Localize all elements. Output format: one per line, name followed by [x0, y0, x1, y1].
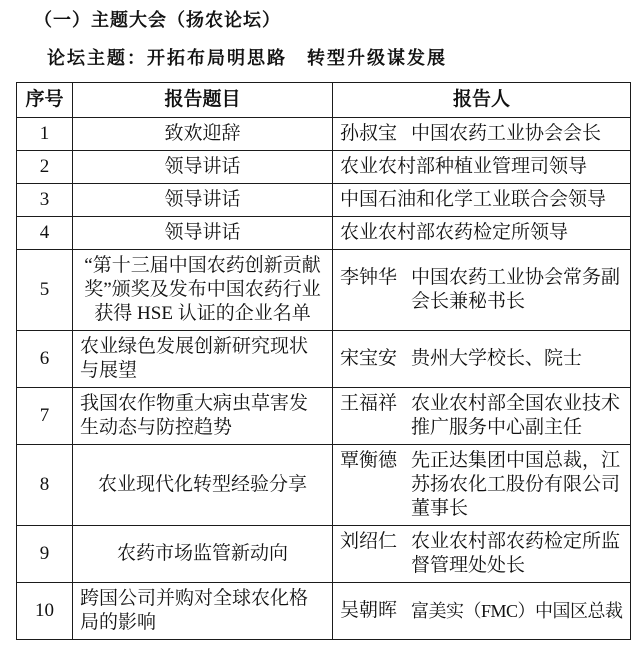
table-row [17, 388, 631, 445]
reporter-name: 吴朝晖 [340, 600, 398, 621]
reporter-affiliation: 农业农村部农药检定所监督管理处处长 [411, 531, 621, 576]
row-number-cell: 10 [17, 583, 73, 640]
table-header-row [17, 83, 631, 118]
row-number-cell: 7 [17, 388, 73, 445]
row-number-cell: 2 [17, 151, 73, 184]
reporter-cell [333, 118, 631, 151]
report-title-cell: 农业绿色发展创新研究现状与展望 [73, 331, 333, 388]
row-number-cell: 1 [17, 118, 73, 151]
report-title-cell: 领导讲话 [73, 184, 333, 217]
report-title-cell: 农业现代化转型经验分享 [73, 445, 333, 526]
reporter-name: 王福祥 [340, 393, 398, 414]
reporter-affiliation: 富美实（FMC）中国区总裁 [411, 601, 623, 621]
header-reporter: 报告人 [333, 83, 631, 118]
table-row [17, 118, 631, 151]
reporter-affiliation: 贵州大学校长、院士 [411, 348, 583, 369]
reporter-name: 李钟华 [340, 267, 398, 288]
reporter-name: 宋宝安 [340, 348, 398, 369]
report-title-cell: 农药市场监管新动向 [73, 526, 333, 583]
reporter-cell [333, 250, 631, 331]
reporter-name: 孙叔宝 [340, 123, 398, 144]
reporter-affiliation: 中国农药工业协会会长 [411, 123, 602, 144]
row-number-cell: 8 [17, 445, 73, 526]
reporter-cell [333, 331, 631, 388]
reporter-name: 刘绍仁 [340, 531, 398, 552]
reporter-cell [333, 445, 631, 526]
report-title-cell: 致欢迎辞 [73, 118, 333, 151]
reporter-cell [333, 388, 631, 445]
reporter-affiliation: 先正达集团中国总裁，江苏扬农化工股份有限公司董事长 [411, 450, 621, 519]
row-number-cell: 4 [17, 217, 73, 250]
report-title-cell: 领导讲话 [73, 217, 333, 250]
table-row [17, 445, 631, 526]
reporter-cell [333, 217, 631, 250]
forum-theme-subtitle: 论坛主题：开拓布局明思路 转型升级谋发展 [47, 48, 447, 68]
reporter-name: 覃衡德 [340, 450, 398, 471]
reporter-cell [333, 583, 631, 640]
table-row [17, 250, 631, 331]
table-row [17, 151, 631, 184]
row-number-cell: 5 [17, 250, 73, 331]
report-title-cell: “第十三届中国农药创新贡献奖”颁奖及发布中国农药行业获得 HSE 认证的企业名单 [73, 250, 333, 331]
table-row [17, 526, 631, 583]
header-serial-number: 序号 [17, 83, 73, 118]
header-report-title: 报告题目 [73, 83, 333, 118]
report-title-cell: 跨国公司并购对全球农化格局的影响 [73, 583, 333, 640]
report-title-cell: 我国农作物重大病虫草害发生动态与防控趋势 [73, 388, 333, 445]
reporter-affiliation: 农业农村部农药检定所领导 [340, 222, 569, 243]
row-number-cell: 3 [17, 184, 73, 217]
table-row [17, 331, 631, 388]
page-title: （一）主题大会（扬农论坛） [34, 10, 281, 30]
reporter-affiliation: 农业农村部全国农业技术推广服务中心副主任 [411, 393, 621, 438]
table-row [17, 217, 631, 250]
row-number-cell: 9 [17, 526, 73, 583]
reporter-cell [333, 526, 631, 583]
table-row [17, 184, 631, 217]
reporter-cell [333, 151, 631, 184]
reporter-cell [333, 184, 631, 217]
reporter-affiliation: 中国农药工业协会常务副会长兼秘书长 [411, 267, 621, 312]
reporter-affiliation: 中国石油和化学工业联合会领导 [340, 189, 607, 210]
row-number-cell: 6 [17, 331, 73, 388]
reporter-affiliation: 农业农村部种植业管理司领导 [340, 156, 588, 177]
table-row [17, 583, 631, 640]
agenda-table [16, 82, 631, 640]
report-title-cell: 领导讲话 [73, 151, 333, 184]
